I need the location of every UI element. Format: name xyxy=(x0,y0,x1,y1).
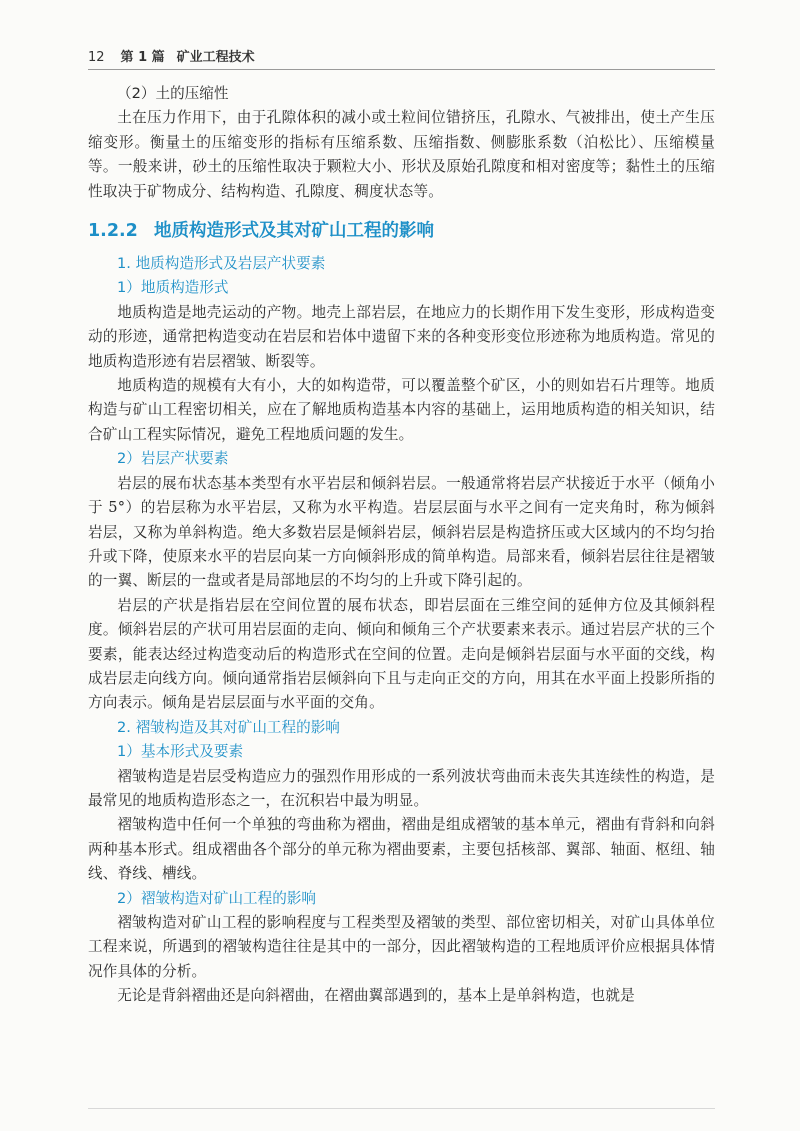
paragraph: 土在压力作用下，由于孔隙体积的减小或土粒间位错挤压，孔隙水、气被排出，使土产生压缩变形。衡量土的压缩变形的指标有压缩系数、压缩指数、侧膨胀系数（泊松比）、压缩模量等。一般来讲，砂土的压缩性取决于颗粒大小、形状及原始孔隙度和相对密度等；黏性土的压缩性取决于矿物成分、结构构造、孔隙度、稠度状态等。 xyxy=(88,109,715,200)
paragraph: 无论是背斜褶曲还是向斜褶曲，在褶曲翼部遇到的，基本上是单斜构造，也就是 xyxy=(117,987,635,1005)
subsection-heading: 1. 地质构造形式及岩层产状要素 xyxy=(117,255,326,273)
book-title: 矿业工程技术 xyxy=(176,50,255,65)
paragraph: 岩层的产状是指岩层在空间位置的展布状态，即岩层面在三维空间的延伸方位及其倾斜程度。倾斜岩层的产状可用岩层面的走向、倾向和倾角三个产状要素来表示。通过岩层产状的三个要素，能表达经过构造变动后的构造形式在空间的位置。走向是倾斜岩层面与水平面的交线，构成岩层走向线方向。倾向通常指岩层倾斜向下且与走向正交的方向，用其在水平面上投影所指的方向表示。倾角是岩层层面与水平面的交角。 xyxy=(88,596,715,712)
page-body xyxy=(88,82,715,1009)
paragraph: 褶皱构造中任何一个单独的弯曲称为褶曲，褶曲是组成褶皱的基本单元，褶曲有背斜和向斜两种基本形式。组成褶曲各个部分的单元称为褶曲要素，主要包括核部、翼部、轴面、枢纽、轴线、脊线、槽线。 xyxy=(88,816,715,883)
paragraph: 地质构造是地壳运动的产物。地壳上部岩层，在地应力的长期作用下发生变形，形成构造变动的形迹，通常把构造变动在岩层和岩体中遗留下来的各种变形变位形迹称为地质构造。常见的地质构造形迹有岩层褶皱、断裂等。 xyxy=(88,303,715,370)
paragraph: 岩层的展布状态基本类型有水平岩层和倾斜岩层。一般通常将岩层产状接近于水平（倾角小于 5°）的岩层称为水平岩层，又称为水平构造。岩层层面与水平之间有一定夹角时，称为倾斜岩层，又称为单斜构造。绝大多数岩层是倾斜岩层，倾斜岩层是构造挤压或大区域内的不均匀抬升或下降，使原来水平的岩层向某一方向倾斜形成的简单构造。局部来看，倾斜岩层往往是褶皱的一翼、断层的一盘或者是局部地层的不均匀的上升或下降引起的。 xyxy=(88,474,715,590)
section-number: 1.2.2 xyxy=(88,221,138,242)
page-number: 12 xyxy=(88,50,105,65)
section-heading xyxy=(88,218,715,244)
paragraph: 褶皱构造对矿山工程的影响程度与工程类型及褶皱的类型、部位密切相关，对矿山具体单位工程来说，所遇到的褶皱构造往往是其中的一部分，因此褶皱构造的工程地质评价应根据具体情况作具体的分析。 xyxy=(88,914,715,980)
subsection-heading: 2）岩层产状要素 xyxy=(117,450,229,468)
part-label: 第 1 篇 xyxy=(120,50,165,65)
subsection-heading: 1）基本形式及要素 xyxy=(117,743,244,761)
paragraph: 地质构造的规模有大有小，大的如构造带，可以覆盖整个矿区，小的则如岩石片理等。地质构造与矿山工程密切相关，应在了解地质构造基本内容的基础上，运用地质构造的相关知识，结合矿山工程实际情况，避免工程地质问题的发生。 xyxy=(88,377,715,443)
subsection-heading: 2）褶皱构造对矿山工程的影响 xyxy=(117,889,317,907)
running-header xyxy=(88,48,715,70)
subsection-heading: 2. 褶皱构造及其对矿山工程的影响 xyxy=(117,718,340,736)
paragraph: 褶皱构造是岩层受构造应力的强烈作用形成的一系列波状弯曲而未丧失其连续性的构造，是最常见的地质构造形态之一，在沉积岩中最为明显。 xyxy=(88,767,715,809)
subsection-heading: （2）土的压缩性 xyxy=(117,85,229,102)
bottom-divider xyxy=(88,1108,715,1109)
subsection-heading: 1）地质构造形式 xyxy=(117,279,229,297)
section-title: 地质构造形式及其对矿山工程的影响 xyxy=(154,221,434,242)
